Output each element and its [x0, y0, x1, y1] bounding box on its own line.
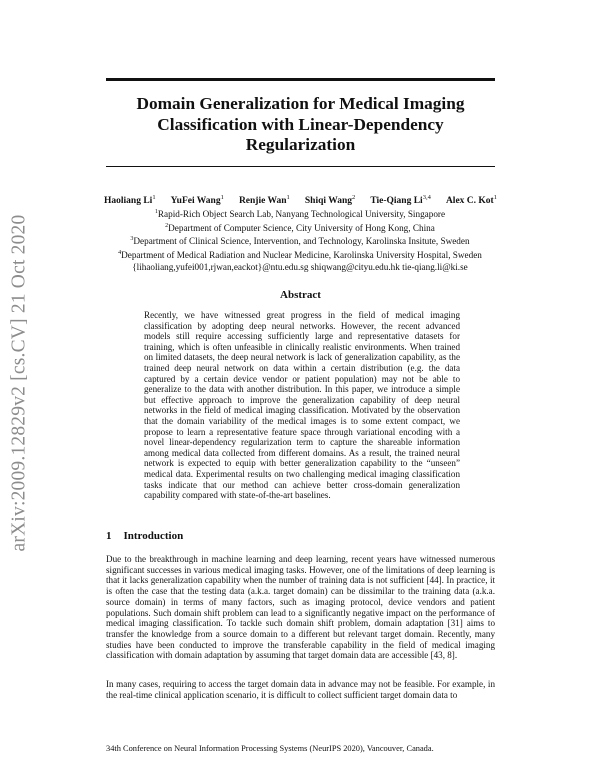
email[interactable]: tie-qiang.li@ki.se — [402, 261, 468, 272]
title-line: Regularization — [245, 135, 356, 154]
author: Alex C. Kot$^1$ — [445, 194, 497, 207]
affiliation: $^2$Department of Computer Science, City University of Hong Kong, China — [165, 222, 435, 233]
email[interactable]: shiqwang@cityu.edu.hk — [310, 261, 400, 272]
abstract-text: Recently, we have witnessed great progress in the field of medical imaging classification by adopting deep neural networks. However, the recent advanced models still require accessing sufficiently large and representative datasets for training, which is often unfeasible in clinically realistic environments. When trained on limited datasets, the deep neural network is lack of generalization capability, as the trained deep neural network on data within a certain distribution (e.g. the data captured by a certain device vendor or patient population) may not be able to generalize to the data with another distribution. In this paper, we introduce a simple but effective approach to improve the generalization capability of deep neural networks in the field of medical imaging classification. Motivated by the observation that the domain variability of the medical images is to some extent compact, we propose to learn a representative feature space through variational encoding with a novel linear-dependency regularization term to capture the shareable information among medical data collected from different domains. As a result, the trained neural network is expected to equip with better generalization capability to the “unseen” medical data. Experimental results on two challenging medical imaging classification tasks indicate that our method can achieve better cross-domain generalization capability compared with state-of-the-art baselines. — [144, 310, 460, 501]
email-list — [100, 262, 500, 274]
arxiv-watermark — [1, 193, 37, 573]
title-line: Domain Generalization for Medical Imaging — [136, 94, 465, 113]
arxiv-id: arXiv:2009.12829v2 [cs.CV] 21 Oct 2020 — [8, 214, 29, 552]
body-paragraph: Due to the breakthrough in machine learning and deep learning, recent years have witnessed numerous significant successes in various medical imaging tasks. However, one of the limitations of deep learning is that it lacks generalization capability when the number of training data is not sufficient [44]. In practice, it is often the case that the testing data (a.k.a. target domain) can be dissimilar to the training data (a.k.a. source domain) in terms of many factors, such as imaging protocol, device vendors and patient populations. Such domain shift problem can lead to a significantly negative impact on the performance of medical imaging classification. To tackle such domain shift problem, domain adaptation [31] aims to transfer the knowledge from a source domain to a different but relevant target domain. Recently, many studies have been conducted to improve the transferable capability in the field of medical imaging classification with domain adaptation by assuming that target domain data are accessible [43, 8]. — [106, 554, 495, 661]
paper-title — [106, 94, 495, 156]
conference-footnote: 34th Conference on Neural Information Processing Systems (NeurIPS 2020), Vancouver, Canada. — [106, 744, 434, 753]
author: YuFei Wang$^1$ — [170, 194, 224, 207]
affiliation: $^3$Department of Clinical Science, Intervention, and Technology, Karolinska Insitute, Sweden — [130, 236, 470, 247]
author: Shiqi Wang$^2$ — [304, 194, 356, 207]
title-rule-bottom — [106, 166, 495, 167]
section-title: Introduction — [123, 530, 184, 542]
affiliation: $^1$Rapid-Rich Object Search Lab, Nanyang Technological University, Singapore — [154, 209, 446, 220]
author-list — [104, 194, 497, 206]
author: Tie-Qiang Li$^{3,4}$ — [370, 194, 431, 207]
abstract-heading: Abstract — [280, 289, 321, 301]
section-heading — [106, 530, 183, 542]
title-line: Classification with Linear-Dependency — [157, 114, 444, 134]
affiliation: $^4$Department of Medical Radiation and Nuclear Medicine, Karolinska University Hospital, Sweden — [118, 249, 482, 261]
author: Haoliang Li$^1$ — [104, 194, 156, 207]
email[interactable]: {lihaoliang,yufei001,rjwan,eackot}@ntu.edu.sg — [132, 261, 309, 272]
section-number: 1 — [106, 530, 112, 542]
affiliations — [100, 207, 500, 273]
body-paragraph: In many cases, requiring to access the target domain data in advance may not be feasible. For example, in the real-time clinical application scenario, it is difficult to collect sufficient target domain data to — [106, 679, 495, 700]
title-rule-top — [106, 78, 495, 81]
author: Renjie Wan$^1$ — [238, 194, 290, 207]
